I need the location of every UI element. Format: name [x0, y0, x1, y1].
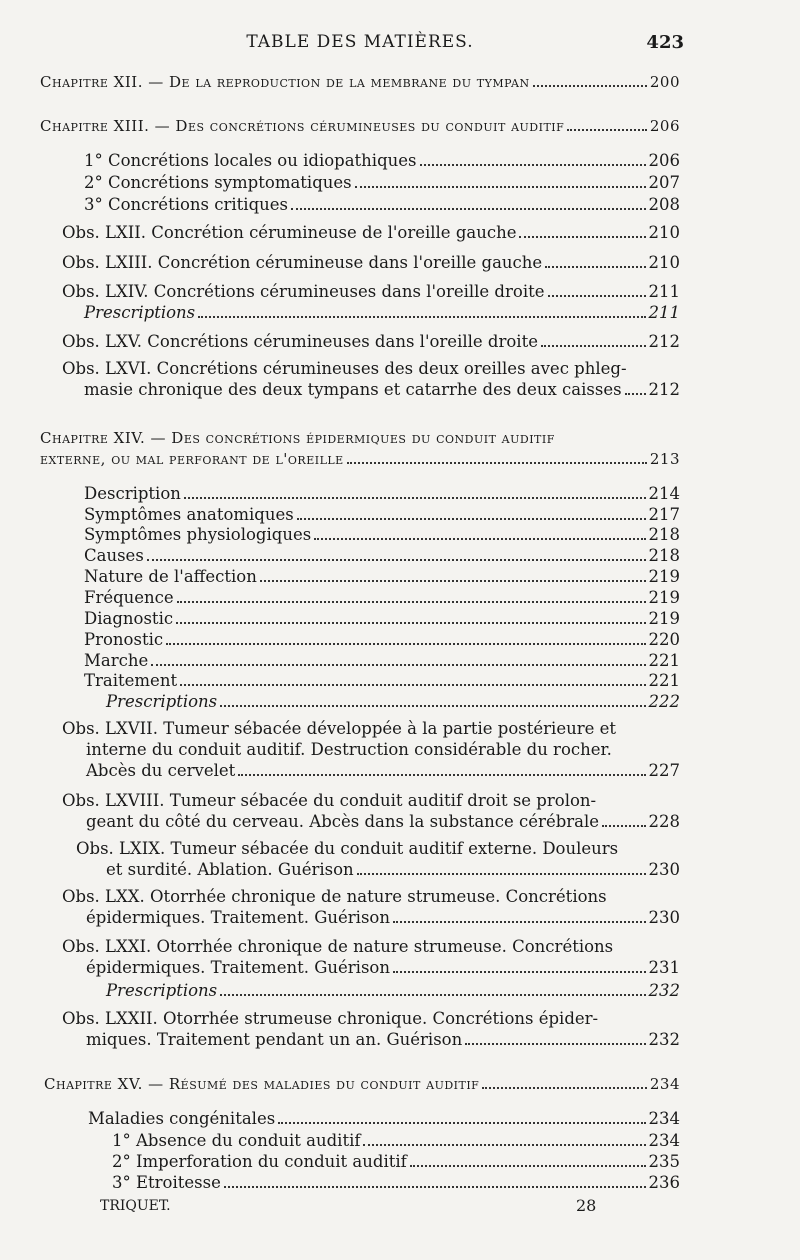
toc-observation: Obs. LXXI. Otorrhée chronique de nature strumeuse. Concrétions épidermiques. Traitement. Guérison 231 [62, 937, 680, 977]
toc-entry: 3° Concrétions critiques 208 [84, 195, 680, 214]
toc-entry: 1° Absence du conduit auditif 234 [112, 1131, 680, 1150]
toc-entry: Fréquence 219 [84, 588, 680, 607]
toc-chapter: Chapitre XV. — Résumé des maladies du conduit auditif 234 [44, 1075, 680, 1093]
toc-entry: Maladies congénitales 234 [88, 1109, 680, 1128]
toc-entry: 1° Concrétions locales ou idiopathiques 206 [84, 151, 680, 170]
toc-entry: Description 214 [84, 484, 680, 503]
toc-observation: Obs. LXV. Concrétions cérumineuses dans l'oreille droite 212 [62, 332, 680, 351]
toc-chapter: Chapitre XIII. — Des concrétions cérumineuses du conduit auditif 206 [40, 117, 680, 135]
toc-entry: 3° Etroitesse 236 [112, 1173, 680, 1192]
toc-observation: Obs. LXVIII. Tumeur sébacée du conduit auditif droit se prolon- geant du côté du cerveau. Abcès dans la substance cérébrale 228 [62, 791, 680, 831]
toc-entry: Marche 221 [84, 651, 680, 670]
printer-signature: TRIQUET. [100, 1198, 171, 1214]
toc-entry: 2° Concrétions symptomatiques 207 [84, 173, 680, 192]
toc-entry: Symptômes physiologiques 218 [84, 525, 680, 544]
toc-observation: Obs. LXIX. Tumeur sébacée du conduit auditif externe. Douleurs et surdité. Ablation. Guérison 230 [76, 839, 680, 879]
toc-observation: Obs. LXXII. Otorrhée strumeuse chronique. Concrétions épider- miques. Traitement pendant un an. Guérison 232 [62, 1009, 680, 1049]
toc-prescriptions: Prescriptions 211 [84, 303, 680, 322]
toc-entry: Symptômes anatomiques 217 [84, 505, 680, 524]
toc-entry: 2° Imperforation du conduit auditif 235 [112, 1152, 680, 1171]
page-number: 423 [646, 32, 684, 53]
toc-entry: Causes 218 [84, 546, 680, 565]
toc-observation: Obs. LXVII. Tumeur sébacée développée à la partie postérieure et interne du conduit auditif. Destruction considérable du rocher. Abcès du cervelet 227 [62, 719, 680, 780]
toc-prescriptions: Prescriptions 222 [106, 692, 680, 711]
sheet-number: 28 [576, 1196, 597, 1215]
toc-observation: Obs. LXVI. Concrétions cérumineuses des deux oreilles avec phleg- masie chronique des deux tympans et catarrhe des deux caisses 212 [62, 359, 680, 399]
toc-entry: Diagnostic 219 [84, 609, 680, 628]
page-header [40, 32, 684, 54]
toc-observation: Obs. LXX. Otorrhée chronique de nature strumeuse. Concrétions épidermiques. Traitement. Guérison 230 [62, 887, 680, 927]
toc-entry: Pronostic 220 [84, 630, 680, 649]
toc-chapter: Chapitre XIV. — Des concrétions épidermiques du conduit auditif externe, ou mal perforant de l'oreille 213 [40, 429, 680, 468]
toc-observation: Obs. LXIII. Concrétion cérumineuse dans l'oreille gauche 210 [62, 253, 680, 272]
toc-chapter: Chapitre XII. — De la reproduction de la membrane du tympan 200 [40, 73, 680, 91]
toc-prescriptions: Prescriptions 232 [106, 981, 680, 1000]
toc-entry: Nature de l'affection 219 [84, 567, 680, 586]
toc-observation: Obs. LXII. Concrétion cérumineuse de l'oreille gauche 210 [62, 223, 680, 242]
toc-entry: Traitement 221 [84, 671, 680, 690]
toc-observation: Obs. LXIV. Concrétions cérumineuses dans l'oreille droite 211 [62, 282, 680, 301]
page-title: TABLE DES MATIÈRES. [246, 32, 474, 52]
